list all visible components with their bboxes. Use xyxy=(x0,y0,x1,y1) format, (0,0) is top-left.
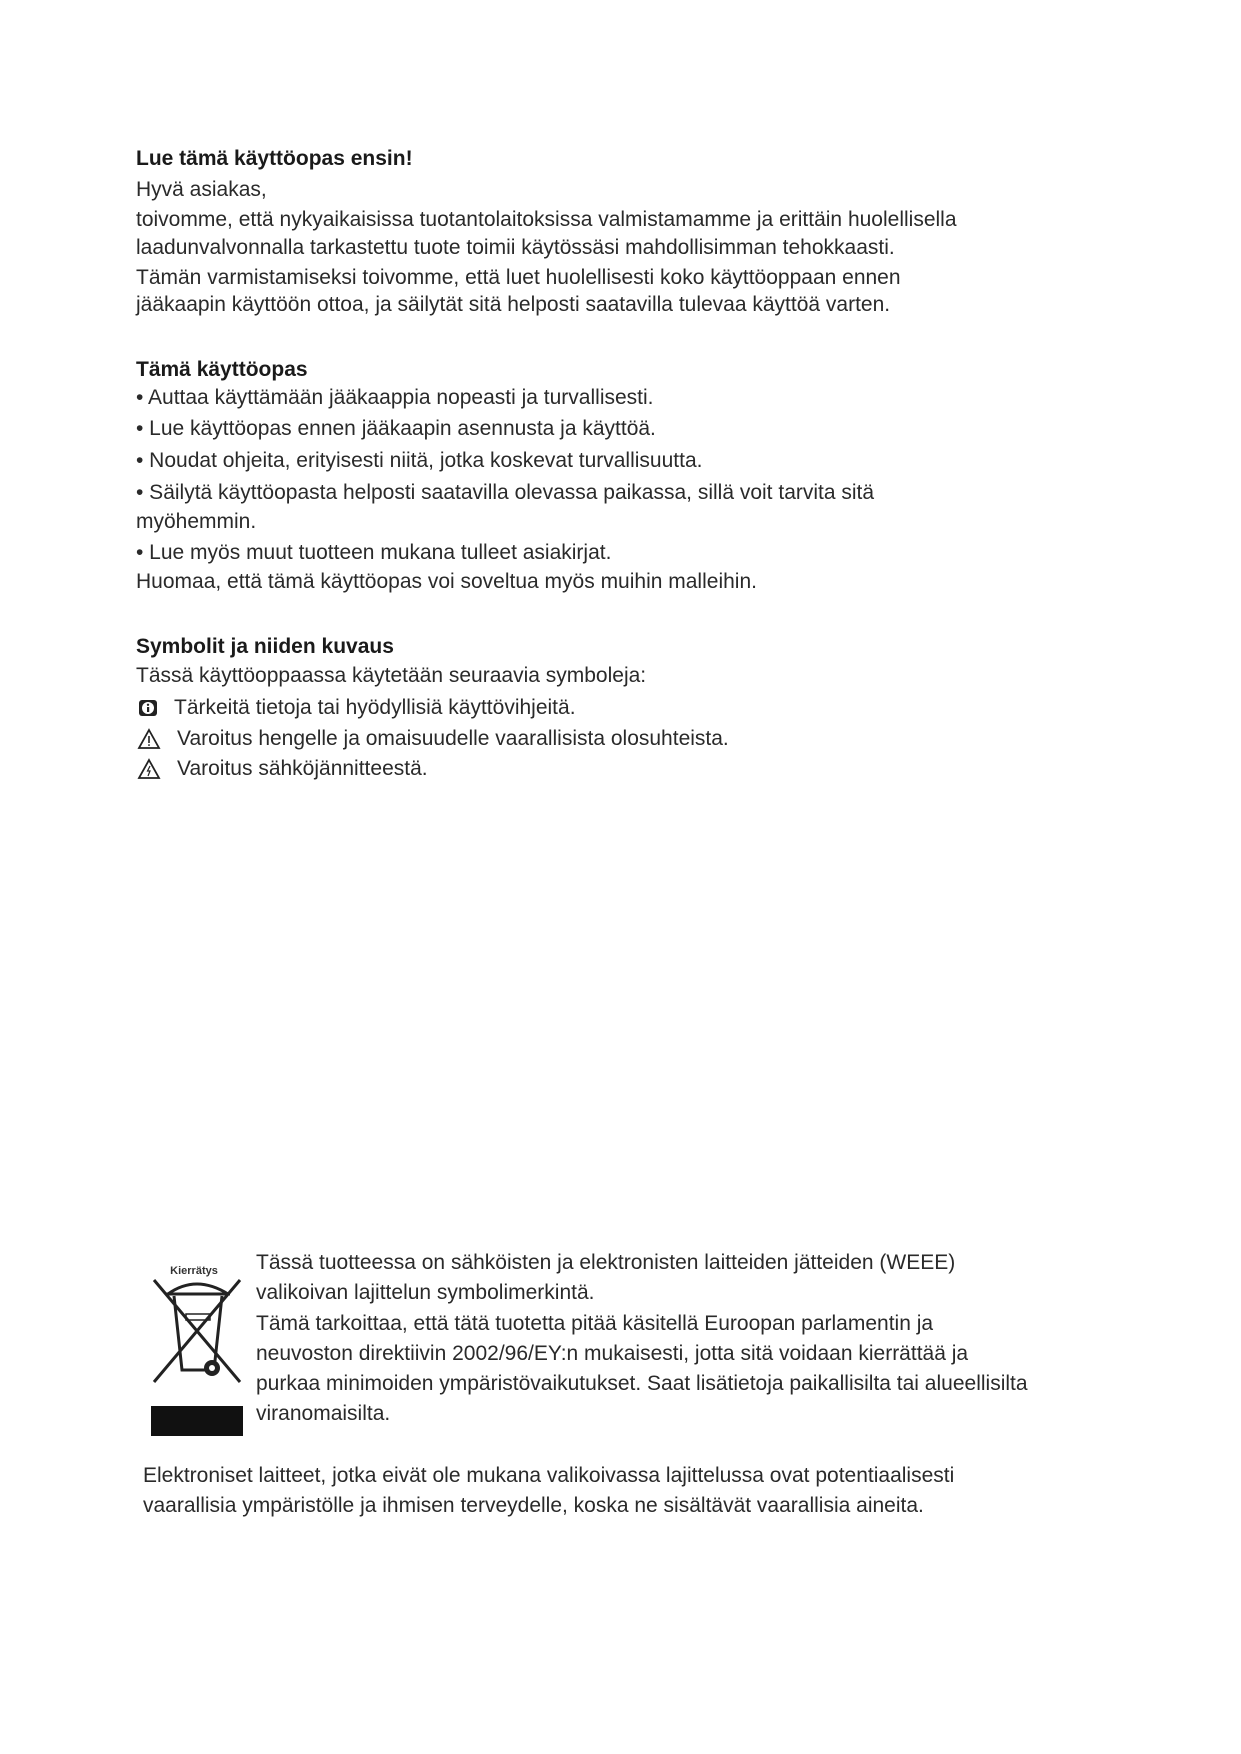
symbol-text: Varoitus sähköjännitteestä. xyxy=(177,757,428,780)
intro-line: laadunvalvonnalla tarkastettu tuote toimii käytössäsi mahdollisimman tehokkaasti. xyxy=(136,236,895,259)
weee-line: valikoivan lajittelun symbolimerkintä. xyxy=(256,1281,595,1304)
symbol-text: Tärkeitä tietoja tai hyödyllisiä käyttövihjeitä. xyxy=(174,696,576,719)
intro-line: Tämän varmistamiseksi toivomme, että luet huolellisesti koko käyttöoppaan ennen xyxy=(136,266,901,289)
symbols-intro: Tässä käyttöoppaassa käytetään seuraavia symboleja: xyxy=(136,664,647,687)
symbol-text: Varoitus hengelle ja omaisuudelle vaarallisista olosuhteista. xyxy=(177,727,729,750)
guide-line: • Säilytä käyttöopasta helposti saatavilla olevassa paikassa, sillä voit tarvita sitä xyxy=(136,481,875,504)
weee-line: Tässä tuotteessa on sähköisten ja elektronisten laitteiden jätteiden (WEEE) xyxy=(256,1251,956,1274)
intro-heading: Lue tämä käyttöopas ensin! xyxy=(136,147,413,170)
info-icon xyxy=(138,699,158,717)
warning-icon xyxy=(137,728,161,750)
intro-line: jääkaapin käyttöön ottoa, ja säilytät sitä helposti saatavilla tulevaa käyttöä varten. xyxy=(136,293,891,316)
weee-line: viranomaisilta. xyxy=(256,1402,391,1425)
weee-footer-line: vaarallisia ympäristölle ja ihmisen terveydelle, koska ne sisältävät vaarallisia aineita. xyxy=(143,1494,924,1517)
guide-line: myöhemmin. xyxy=(136,510,257,533)
intro-line: toivomme, että nykyaikaisissa tuotantolaitoksissa valmistamamme ja erittäin huolellisella xyxy=(136,208,957,231)
weee-recycling-bin-icon xyxy=(148,1262,248,1438)
weee-line: neuvoston direktiivin 2002/96/EY:n mukaisesti, jotta sitä voidaan kierrättää ja xyxy=(256,1342,969,1365)
guide-heading: Tämä käyttöopas xyxy=(136,358,308,381)
guide-line: • Lue myös muut tuotteen mukana tulleet asiakirjat. xyxy=(136,541,612,564)
weee-footer-line: Elektroniset laitteet, jotka eivät ole mukana valikoivassa lajittelussa ovat potentiaalisesti xyxy=(143,1464,955,1487)
electric-warning-icon xyxy=(137,758,161,780)
guide-line: • Noudat ohjeita, erityisesti niitä, jotka koskevat turvallisuutta. xyxy=(136,449,703,472)
weee-icon-label: Kierrätys xyxy=(170,1265,218,1277)
symbols-heading: Symbolit ja niiden kuvaus xyxy=(136,635,394,658)
weee-line: Tämä tarkoittaa, että tätä tuotetta pitää käsitellä Euroopan parlamentin ja xyxy=(256,1312,934,1335)
guide-line: Huomaa, että tämä käyttöopas voi soveltua myös muihin malleihin. xyxy=(136,570,757,593)
guide-line: • Lue käyttöopas ennen jääkaapin asennusta ja käyttöä. xyxy=(136,417,656,440)
weee-line: purkaa minimoiden ympäristövaikutukset. Saat lisätietoja paikallisilta tai alueellisilta xyxy=(256,1372,1028,1395)
intro-line: Hyvä asiakas, xyxy=(136,178,267,201)
guide-line: • Auttaa käyttämään jääkaappia nopeasti ja turvallisesti. xyxy=(136,386,654,409)
